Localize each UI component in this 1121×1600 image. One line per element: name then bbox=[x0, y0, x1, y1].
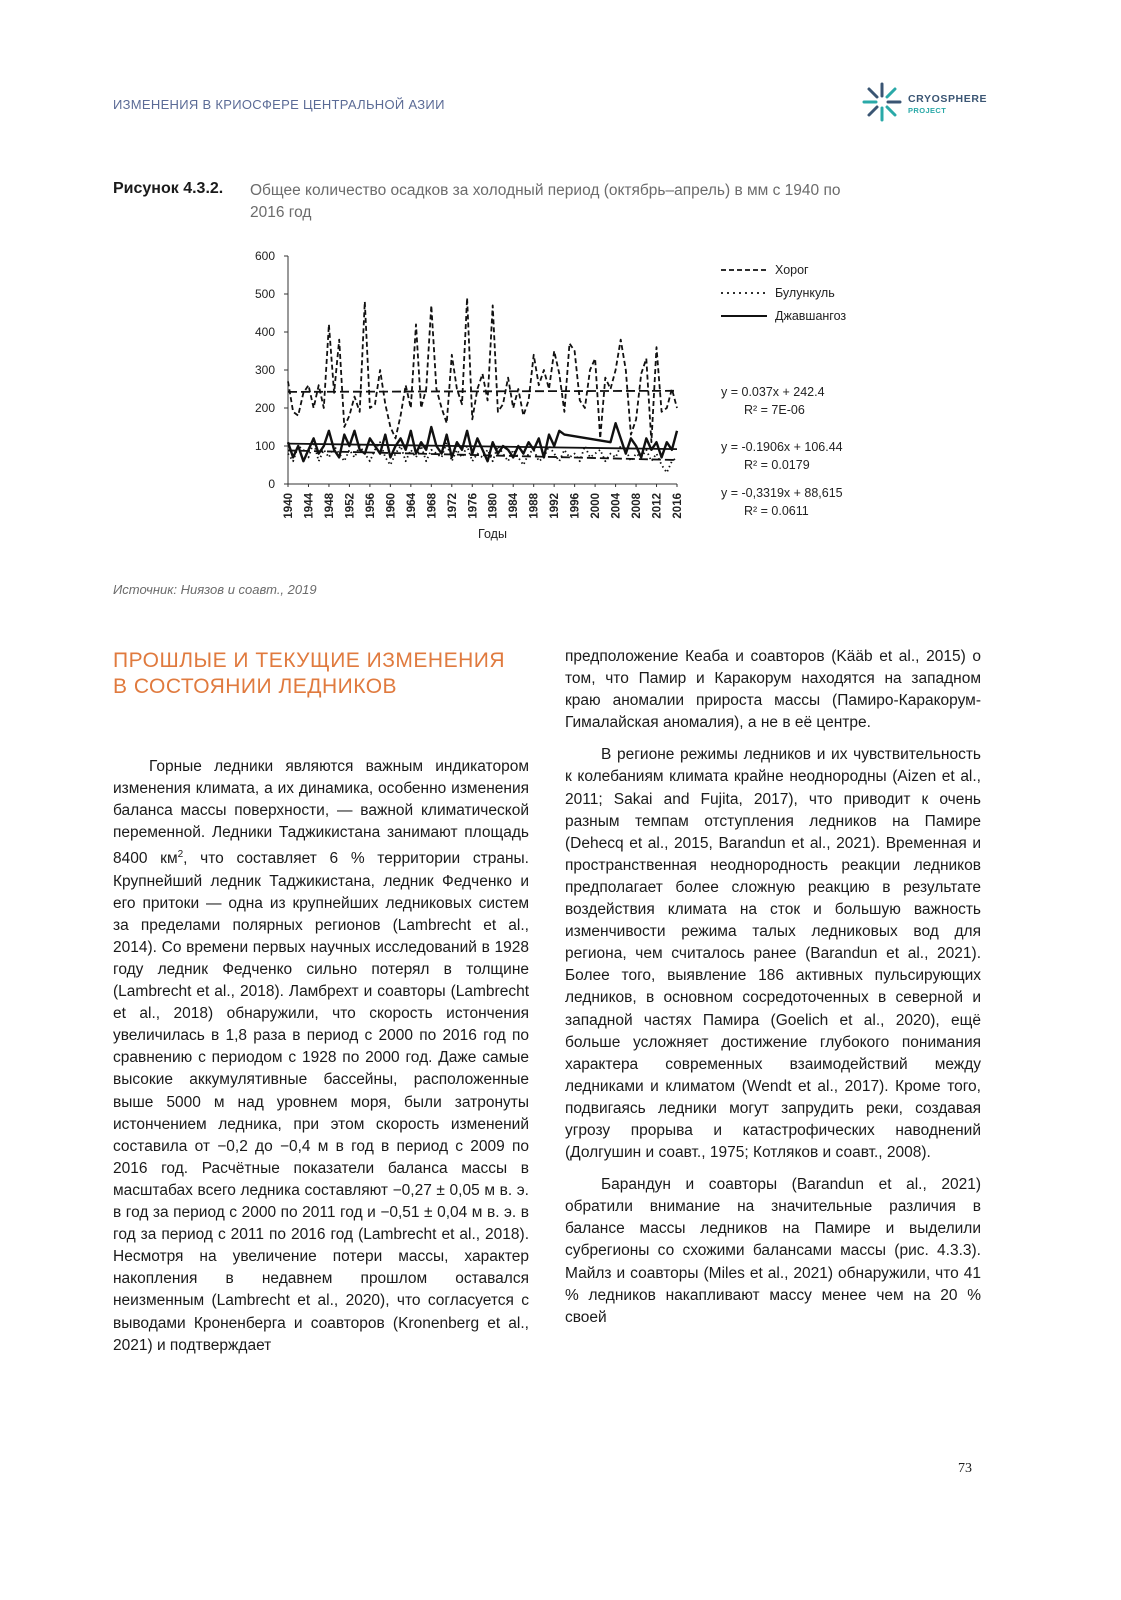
trend-r-squared: R² = 0.0179 bbox=[744, 458, 810, 472]
x-tick-label: 1940 bbox=[283, 493, 295, 519]
paragraph: Барандун и соавторы (Barandun et al., 2021) обратили внимание на значительные различия в балансе массы ледников на Памире и выделили субрегионы со схожими балансами массы (рис. 4.3.3). Майлз и соавторы (Miles et al., 2021) обнаружили, что 41 % ледников накапливают массу менее чем на 20 % своей bbox=[565, 1176, 981, 1326]
cryosphere-project-logo bbox=[860, 80, 988, 130]
y-tick-label: 200 bbox=[254, 401, 275, 415]
x-tick-label: 1996 bbox=[569, 493, 582, 519]
superscript: 2 bbox=[177, 849, 184, 861]
x-tick-label: 2000 bbox=[590, 493, 603, 519]
x-tick-label: 1980 bbox=[487, 493, 500, 519]
series-line-dashed bbox=[288, 298, 677, 442]
trend-r-squared: R² = 7E-06 bbox=[744, 403, 805, 417]
y-tick-label: 600 bbox=[254, 249, 275, 263]
legend-label: Хорог bbox=[775, 263, 809, 277]
precipitation-chart bbox=[240, 240, 890, 560]
y-tick-label: 500 bbox=[254, 287, 275, 301]
paragraph: предположение Кеаба и соавторов (Kääb et al., 2015) о том, что Памир и Каракорум находятся на западном краю аномалии прироста массы (Памиро-Каракорум-Гималайская аномалия), а не в её центре. bbox=[565, 648, 981, 732]
paragraph: В регионе режимы ледников и их чувствительность к колебаниям климата крайне неоднородны (Aizen et al., 2011; Sakai and Fujita, 2017), что приводит к очень разным темпам отступления ледников на Памире (Dehecq et al., 2015, Barandun et al., 2021). Временная и пространственная неоднородность реакции ледников предполагает более сложную реакцию в результате воздействия климата на сток и большую важность изменчивости режима талых ледниковых вод для региона, чем считалось ранее (Barandun et al., 2021). Более того, выявление 186 активных пульсирующих ледников, в основном сосредоточенных в северной и западной частях Памира (Goelich et al., 2020), ещё больше усложняет достижение глубокого понимания характера современных взаимодействий между ледниками и климатом (Wendt et al., 2017). Кроме того, подвигаясь ледники могут запрудить реки, создавая угрозу прорыва и катастрофических наводнений (Долгушин и соавт., 1975; Котляков и соавт., 2008). bbox=[565, 746, 981, 1162]
paragraph bbox=[113, 756, 529, 1357]
y-tick-label: 300 bbox=[254, 363, 275, 377]
x-axis-title: Годы bbox=[478, 527, 507, 541]
y-tick-label: 0 bbox=[268, 477, 275, 491]
x-tick-label: 1952 bbox=[344, 493, 357, 519]
x-tick-label: 1956 bbox=[364, 493, 377, 519]
x-tick-label: 1992 bbox=[549, 493, 562, 519]
trend-equation: y = 0.037x + 242.4 bbox=[721, 385, 825, 399]
x-tick-label: 1964 bbox=[405, 493, 418, 519]
figure-label: Рисунок 4.3.2. bbox=[113, 180, 224, 197]
x-tick-label: 2016 bbox=[672, 493, 684, 519]
trendline bbox=[288, 391, 677, 392]
logo-subtitle: PROJECT bbox=[908, 106, 947, 115]
trend-equation: y = -0.1906x + 106.44 bbox=[721, 440, 843, 454]
y-tick-label: 100 bbox=[254, 439, 275, 453]
section-title: ПРОШЛЫЕ И ТЕКУЩИЕ ИЗМЕНЕНИЯ В СОСТОЯНИИ ЛЕДНИКОВ bbox=[113, 649, 506, 698]
x-tick-label: 1972 bbox=[446, 493, 459, 519]
x-tick-label: 2004 bbox=[610, 493, 623, 519]
x-tick-label: 1976 bbox=[467, 493, 480, 519]
page-number: 73 bbox=[958, 1461, 972, 1476]
trend-equation: y = -0,3319x + 88,615 bbox=[721, 486, 843, 500]
x-tick-label: 2008 bbox=[631, 493, 644, 519]
body-column-right bbox=[565, 646, 981, 1329]
y-tick-label: 400 bbox=[254, 325, 275, 339]
paragraph-text: , что составляет 6 % территории страны. Крупнейший ледник Таджикистана, ледник Федченко и его притоки — одна из крупнейших ледниковых систем за пределами полярных регионов (Lambrecht et al., 2014). Со времени первых научных исследований в 1928 году ледник Федченко сильно потерял в толщине (Lambrecht et al., 2018). Ламбрехт и соавторы (Lambrecht et al., 2018) обнаружили, что скорость истончения увеличилась в 1,8 раза в период с 2000 по 2016 год по сравнению с периодом с 1928 по 2000 год. Даже самые высокие аккумулятивные бассейны, расположенные выше 5000 м над уровнем моря, были затронуты истончением ледника, при этом скорость изменений составила от −0,2 до −0,4 м в год в период с 2009 по 2016 год. Расчётные показатели баланса массы в масштабах всего ледника составляют −0,27 ± 0,05 м в. э. в год за период с 2000 по 2011 год и −0,51 ± 0,04 м в. э. в год за период с 2011 по 2016 год (Lambrecht et al., 2018). Несмотря на увеличение потери массы, характер накопления в недавнем прошлом оставался неизменным (Lambrecht et al., 2020), что согласуется с выводами Кроненберга и соавторов (Kronenberg et al., 2021) и подтверждает bbox=[113, 850, 529, 1354]
legend-label: Джавшангоз bbox=[775, 309, 847, 323]
x-tick-label: 1984 bbox=[508, 493, 521, 519]
figure-caption: Общее количество осадков за холодный период (октябрь–апрель) в мм с 1940 по 2016 год bbox=[250, 182, 841, 221]
paragraph-text: Горные ледники являются важным индикатором изменения климата, а их динамика, особенно изменения баланса массы поверхности, — важной климатической переменной. Ледники Таджикистана занимают площадь 8400 км bbox=[113, 758, 529, 868]
running-header: ИЗМЕНЕНИЯ В КРИОСФЕРЕ ЦЕНТРАЛЬНОЙ АЗИИ bbox=[113, 97, 445, 112]
cryosphere-snowflake-icon bbox=[860, 80, 904, 124]
x-tick-label: 1960 bbox=[385, 493, 398, 519]
x-tick-label: 2012 bbox=[651, 493, 664, 519]
trend-r-squared: R² = 0.0611 bbox=[744, 504, 809, 518]
precipitation-chart-svg bbox=[240, 240, 890, 560]
x-tick-label: 1948 bbox=[323, 493, 336, 519]
body-column-left bbox=[113, 756, 529, 1357]
logo-wordmark: CRYOSPHERE bbox=[908, 93, 988, 105]
x-tick-label: 1968 bbox=[426, 493, 439, 519]
figure-source: Источник: Ниязов и соавт., 2019 bbox=[113, 582, 317, 597]
x-tick-label: 1944 bbox=[303, 493, 316, 519]
x-tick-label: 1988 bbox=[528, 493, 541, 519]
legend-label: Булункуль bbox=[775, 286, 835, 300]
